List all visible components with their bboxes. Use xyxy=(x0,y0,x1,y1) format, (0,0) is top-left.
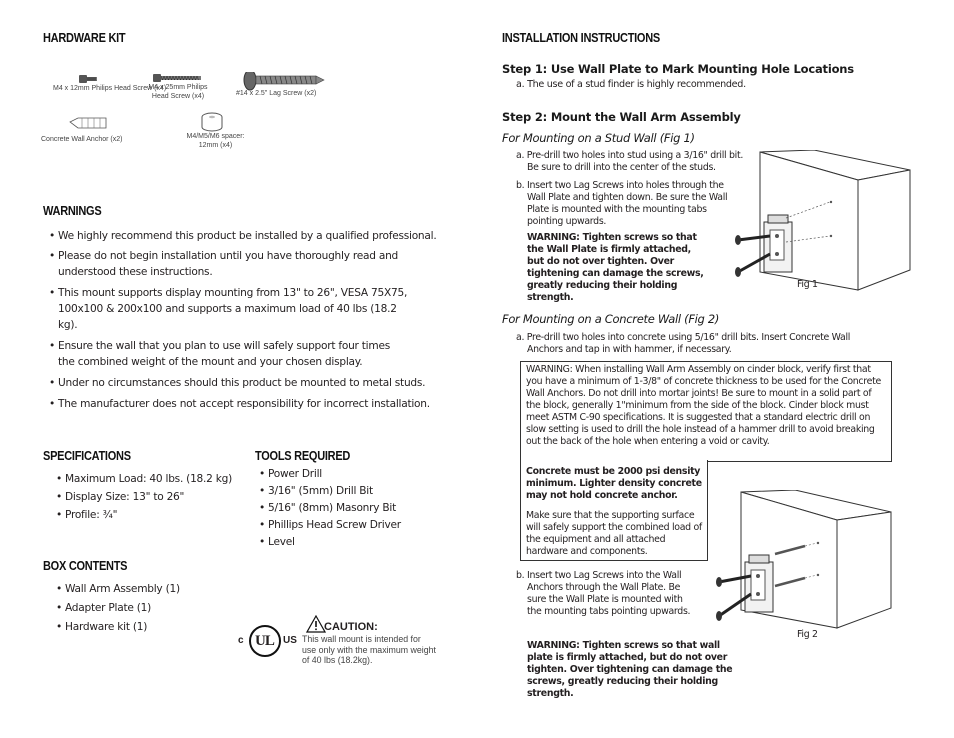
hw-item-anchor: Concrete Wall Anchor (x2) xyxy=(41,136,123,143)
spec-item: • Maximum Load: 40 lbs. (18.2 kg) xyxy=(56,470,256,488)
concrete-box-bold: Concrete must be 2000 psi density minimum. Lighter density concrete may not hold concrete anchor. xyxy=(526,466,702,501)
box-contents-heading: BOX CONTENTS xyxy=(43,559,128,573)
step1-a: a. The use of a stud finder is highly recommended. xyxy=(516,79,746,90)
concrete-box-warning: WARNING: When installing Wall Arm Assembly on cinder block, verify first that you have a minimum of 1-3/8" of concrete thickness to be used for the Concrete Wall Anchors. Do not drill into mortar joints! Be sure to mount in a solid part of the block, generally 1"minimum from the side of the block. Cinder block must meet ASTM C-90 specifications. It is suggested that a standard electric drill on slow setting is used to drill the hole instead of a hammer drill to avoid breaking out the back of the hole when entering a void or cavity. xyxy=(526,364,881,447)
ul-c-mark: c xyxy=(238,635,244,646)
warnings-list xyxy=(49,228,449,412)
caution-triangle-icon xyxy=(306,615,326,633)
caution-text: This wall mount is intended for use only with the maximum weight of 40 lbs (18.2kg). xyxy=(302,634,436,665)
step1-title: Step 1: Use Wall Plate to Mark Mounting Hole Locations xyxy=(502,62,854,76)
concrete-box-note: Make sure that the supporting surface will safely support the combined load of the equipment and all attached hardware and components. xyxy=(526,510,702,557)
warning-item: • This mount supports display mounting from 13" to 26", VESA 75X75, 100x100 & 200x100 and supports a maximum load of 40 lbs (18.2 kg). xyxy=(49,285,449,333)
spec-item: • Display Size: 13" to 26" xyxy=(56,488,256,506)
box-joint-mask xyxy=(521,459,707,462)
hardware-illustrations xyxy=(60,72,360,142)
caution-title: CAUTION: xyxy=(324,621,378,633)
warning-item: • Under no circumstances should this product be mounted to metal studs. xyxy=(49,375,449,391)
concrete-step-a: a. Pre-drill two holes into concrete using 5/16" drill bits. Insert Concrete Wall Anchors and tap in with hammer, if necessary. xyxy=(516,332,851,355)
tool-item: • 5/16" (8mm) Masonry Bit xyxy=(259,500,459,517)
short-screw-icon xyxy=(79,75,97,83)
ul-us-mark: US xyxy=(283,635,297,646)
specifications-list xyxy=(56,470,256,524)
concrete-step-b: b. Insert two Lag Screws into the Wall Anchors through the Wall Plate. Be sure the Wall Plate is mounted with the mounting tabs pointing upwards. xyxy=(516,570,691,617)
tool-item: • Level xyxy=(259,534,459,551)
stud-step-b: b. Insert two Lag Screws into holes through the Wall Plate and tighten down. Be sure the Wall Plate is mounted with the mounting tabs pointing upwards. xyxy=(516,180,728,227)
fig1-label: Fig 1 xyxy=(797,279,818,290)
tools-list xyxy=(259,466,459,551)
fig2-concrete-wall-illustration xyxy=(705,490,895,630)
warning-item: • The manufacturer does not accept responsibility for incorrect installation. xyxy=(49,396,449,412)
warning-item: • Ensure the wall that you plan to use will safely support four times the combined weight of the mount and your chosen display. xyxy=(49,338,449,370)
box-item: • Adapter Plate (1) xyxy=(56,599,256,618)
tools-heading: TOOLS REQUIRED xyxy=(255,449,351,463)
hw-item-m4x25: M4 x 25mm Philips Head Screw (x4) xyxy=(148,84,208,100)
fig2-label: Fig 2 xyxy=(797,629,818,640)
wall-anchor-icon xyxy=(70,118,106,128)
stud-step-a: a. Pre-drill two holes into stud using a 3/16" drill bit. Be sure to drill into the center of the studs. xyxy=(516,150,744,173)
box-contents-list xyxy=(56,580,256,637)
box-item: • Wall Arm Assembly (1) xyxy=(56,580,256,599)
warnings-heading: WARNINGS xyxy=(43,204,102,218)
stud-warning: WARNING: Tighten screws so that the Wall Plate is firmly attached, but do not over tighten. Over tightening can damage the screws, greatly reducing their holding strength. xyxy=(527,232,704,303)
installation-heading: INSTALLATION INSTRUCTIONS xyxy=(502,31,660,45)
spacer-icon xyxy=(202,113,222,131)
ul-mark-text: UL xyxy=(255,633,274,649)
hw-item-m4x12: M4 x 12mm Philips Head Screw (x4) xyxy=(53,85,167,92)
concrete-warning: WARNING: Tighten screws so that wall plate is firmly attached, but do not over tighten. Over tightening can damage the screws, greatly reducing their holding strength. xyxy=(527,640,733,699)
concrete-subtitle: For Mounting on a Concrete Wall (Fig 2) xyxy=(502,312,720,326)
box-item: • Hardware kit (1) xyxy=(56,618,256,637)
hw-item-lag: #14 x 2.5" Lag Screw (x2) xyxy=(236,90,317,97)
ul-certification-logo xyxy=(238,624,298,658)
tool-item: • 3/16" (5mm) Drill Bit xyxy=(259,483,459,500)
hardware-kit-heading: HARDWARE KIT xyxy=(43,31,126,45)
stud-subtitle: For Mounting on a Stud Wall (Fig 1) xyxy=(502,131,695,145)
lag-screw-icon xyxy=(244,72,324,90)
long-screw-icon xyxy=(153,74,201,82)
spec-item: • Profile: ¾" xyxy=(56,506,256,524)
tool-item: • Power Drill xyxy=(259,466,459,483)
step2-title: Step 2: Mount the Wall Arm Assembly xyxy=(502,110,741,124)
tool-item: • Phillips Head Screw Driver xyxy=(259,517,459,534)
warning-item: • Please do not begin installation until you have thoroughly read and understood these instructions. xyxy=(49,248,449,280)
specifications-heading: SPECIFICATIONS xyxy=(43,449,131,463)
warning-item: • We highly recommend this product be installed by a qualified professional. xyxy=(49,228,449,244)
fig1-stud-wall-illustration xyxy=(730,150,914,295)
hw-item-spacer: M4/M5/M6 spacer: 12mm (x4) xyxy=(186,133,245,149)
